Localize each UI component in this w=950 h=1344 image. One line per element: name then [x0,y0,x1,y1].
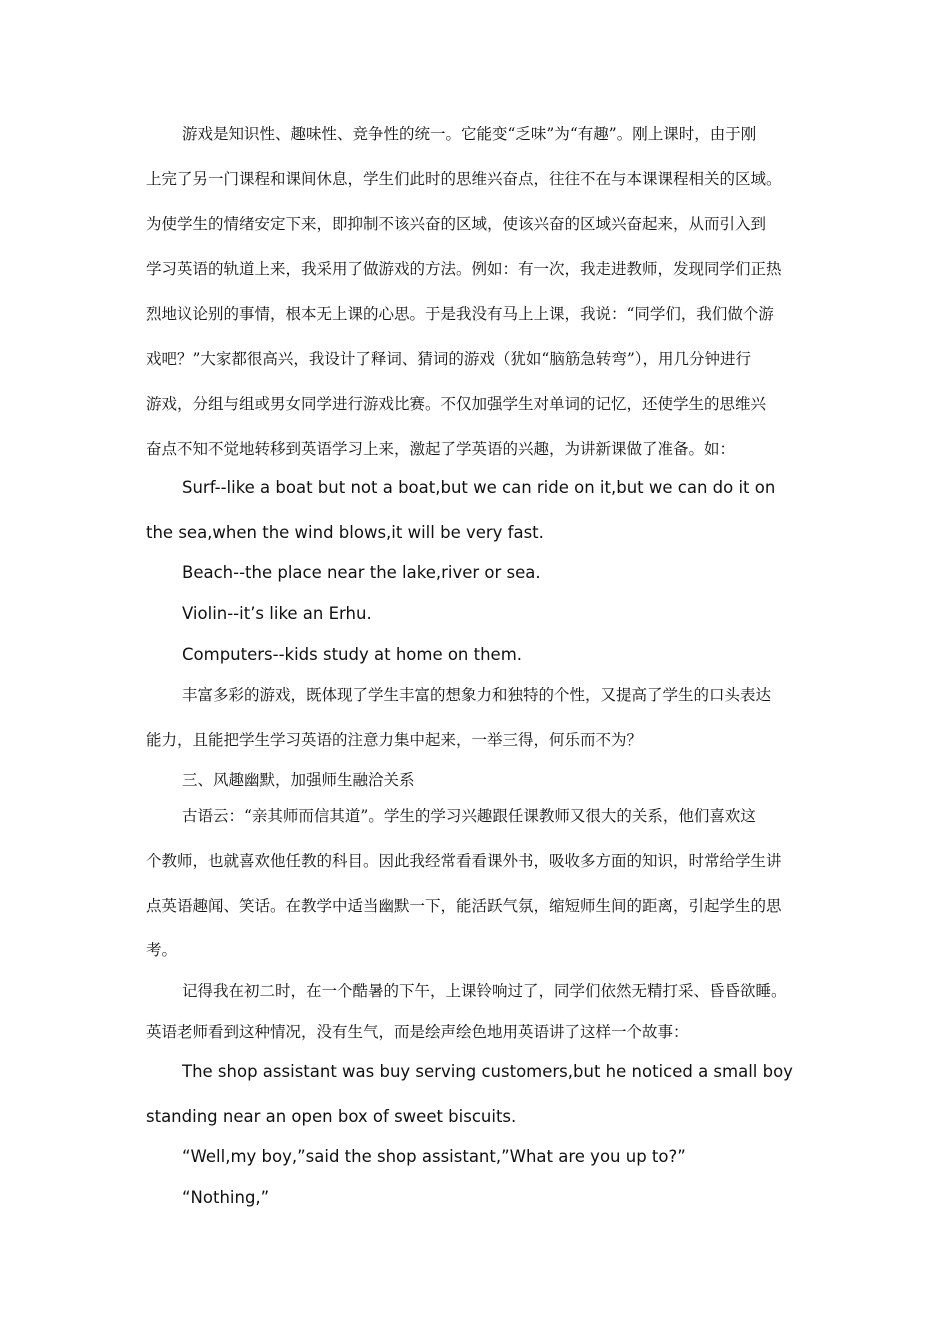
english-story-line: “Nothing,” [182,1188,270,1207]
english-example-line: the sea,when the wind blows,it will be very fast. [146,523,544,542]
section-heading: 三、风趣幽默，加强师生融洽关系 [182,771,415,789]
english-story-line: standing near an open box of sweet biscuits. [146,1107,517,1126]
paragraph-line: 英语老师看到这种情况，没有生气，而是绘声绘色地用英语讲了这样一个故事： [146,1023,689,1041]
english-story-line: The shop assistant was buy serving customers,but he noticed a small boy [182,1062,793,1081]
paragraph-line: 戏吧？”大家都很高兴，我设计了释词、猜词的游戏（犹如“脑筋急转弯”），用几分钟进行 [146,350,752,368]
paragraph-line: 上完了另一门课程和课间休息，学生们此时的思维兴奋点，往往不在与本课课程相关的区域。 [146,170,782,188]
english-example-line: Beach--the place near the lake,river or sea. [182,563,541,582]
paragraph-line: 丰富多彩的游戏，既体现了学生丰富的想象力和独特的个性，又提高了学生的口头表达 [182,686,772,704]
paragraph-line: 古语云：“亲其师而信其道”。学生的学习兴趣跟任课教师又很大的关系，他们喜欢这 [182,807,756,825]
paragraph-line: 奋点不知不觉地转移到英语学习上来，激起了学英语的兴趣，为讲新课做了准备。如： [146,440,736,458]
paragraph-line: 为使学生的情绪安定下来，即抑制不该兴奋的区域，使该兴奋的区域兴奋起来，从而引入到 [146,215,767,233]
paragraph-line: 能力，且能把学生学习英语的注意力集中起来，一举三得，何乐而不为？ [146,731,643,749]
english-story-line: “Well,my boy,”said the shop assistant,”What are you up to?” [182,1147,686,1166]
paragraph-line: 烈地议论别的事情，根本无上课的心思。于是我没有马上上课，我说：“同学们，我们做个游 [146,305,774,323]
paragraph-line: 游戏是知识性、趣味性、竞争性的统一。它能变“乏味”为“有趣”。刚上课时，由于刚 [182,125,757,143]
english-example-line: Computers--kids study at home on them. [182,645,523,664]
paragraph-line: 记得我在初二时，在一个酷暑的下午，上课铃响过了，同学们依然无精打采、昏昏欲睡。 [182,982,787,1000]
english-example-line: Violin--it’s like an Erhu. [182,604,372,623]
paragraph-line: 考。 [146,941,178,959]
paragraph-line: 个教师，也就喜欢他任教的科目。因此我经常看看课外书，吸收多方面的知识，时常给学生讲 [146,852,782,870]
english-example-line: Surf--like a boat but not a boat,but we can ride on it,but we can do it on [182,478,776,497]
paragraph-line: 学习英语的轨道上来，我采用了做游戏的方法。例如：有一次，我走进教师，发现同学们正热 [146,260,782,278]
paragraph-line: 游戏，分组与组或男女同学进行游戏比赛。不仅加强学生对单词的记忆，还使学生的思维兴 [146,395,767,413]
paragraph-line: 点英语趣闻、笑话。在教学中适当幽默一下，能活跃气氛，缩短师生间的距离，引起学生的思 [146,897,782,915]
